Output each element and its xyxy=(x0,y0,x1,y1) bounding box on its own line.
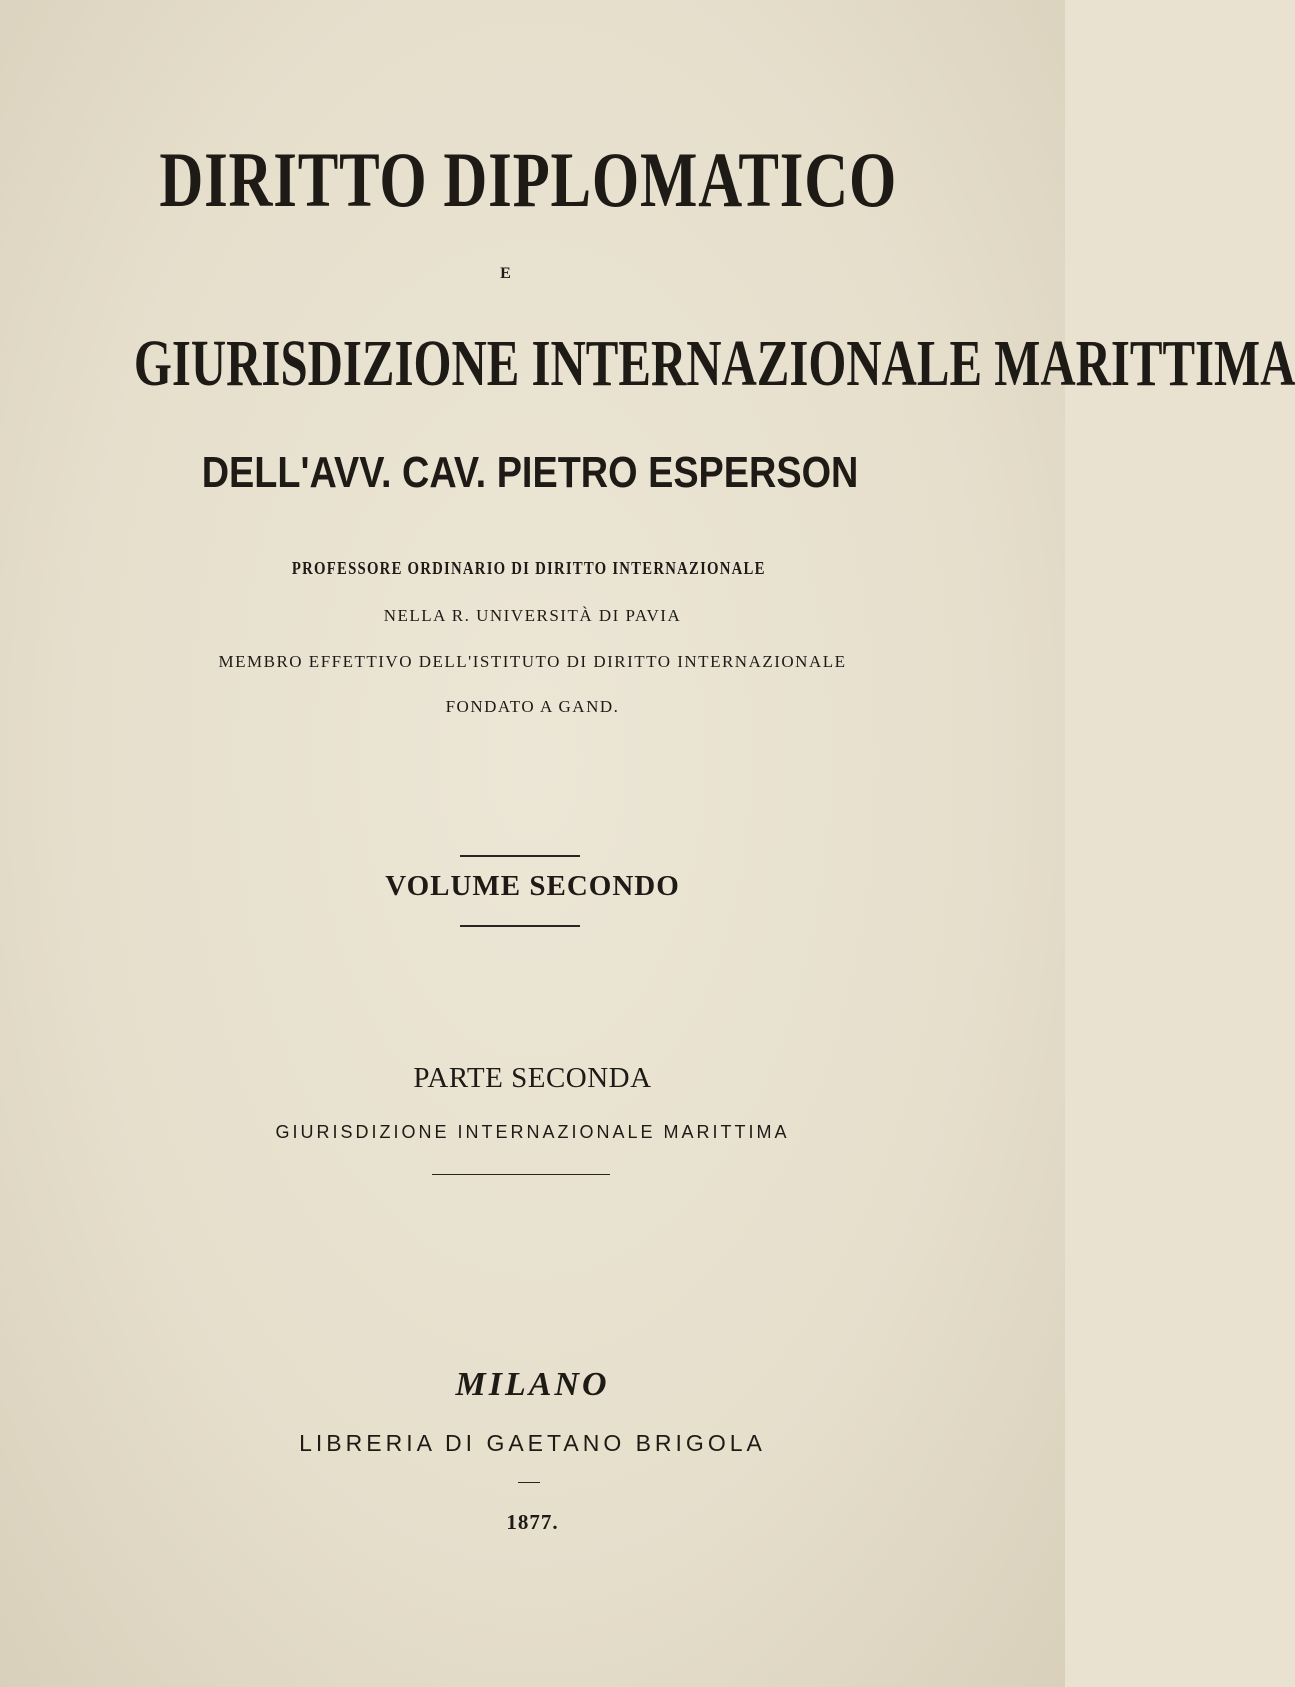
divider-rule xyxy=(460,855,580,857)
volume-label: VOLUME SECONDO xyxy=(385,870,680,902)
credential-line: NELLA R. UNIVERSITÀ DI PAVIA xyxy=(383,606,682,625)
credential-line: FONDATO A GAND. xyxy=(445,697,620,716)
credential-line: PROFESSORE ORDINARIO DI DIRITTO INTERNAZIONALE xyxy=(291,558,766,578)
imprint-publisher: LIBRERIA DI GAETANO BRIGOLA xyxy=(299,1430,766,1456)
book-title: DIRITTO DIPLOMATICO xyxy=(159,136,898,223)
book-subtitle: GIURISDIZIONE INTERNAZIONALE MARITTIMA xyxy=(133,327,1295,400)
author-line: DELL'AVV. CAV. PIETRO ESPERSON xyxy=(201,448,859,497)
credential-line: MEMBRO EFFETTIVO DELL'ISTITUTO DI DIRITTO INTERNAZIONALE xyxy=(218,652,847,671)
divider-rule xyxy=(432,1174,610,1175)
imprint-year: 1877. xyxy=(506,1510,559,1534)
divider-rule xyxy=(460,925,580,927)
part-title: PARTE SECONDA xyxy=(413,1062,652,1094)
part-subtitle: GIURISDIZIONE INTERNAZIONALE MARITTIMA xyxy=(275,1122,790,1142)
title-conjunction: E xyxy=(500,265,513,282)
divider-rule xyxy=(518,1482,540,1483)
imprint-city: MILANO xyxy=(455,1366,610,1403)
